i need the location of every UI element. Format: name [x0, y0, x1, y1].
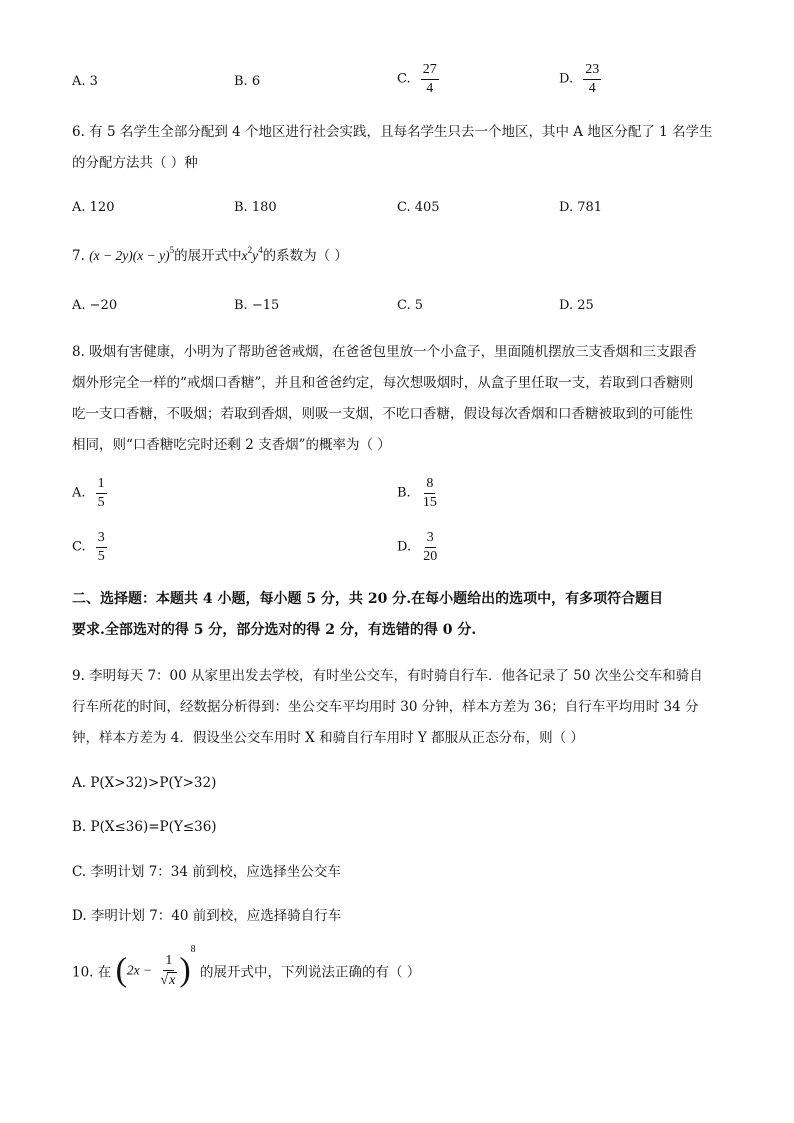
q7-stem: 7. $(x - 2y)(x - y)^5$的展开式中$x^2y^4$的系数为（ ） [72, 245, 348, 264]
q6-stem-line1: 6. 有 5 名学生全部分配到 4 个地区进行社会实践，且每名学生只去一个地区，其中 A 地区分配了 1 名学生 [72, 124, 713, 140]
q9-stem-line2: 行车所花的时间，经数据分析得到：坐公交车平均用时 30 分钟，样本方差为 36；自行车平均用时 34 分 [72, 699, 699, 715]
q9-stem-line1: 9. 李明每天 7：00 从家里出发去学校，有时坐公交车，有时骑自行车．他各记录了 50 次坐公交车和骑自 [72, 668, 703, 684]
fraction: $\frac{27}{4}$ [422, 62, 437, 96]
q7-option-a: A. −20 [72, 298, 118, 313]
q9-option-a: A. P(X>32)>P(Y>32) [72, 775, 217, 791]
q8-stem-line3: 吃一支口香糖，不吸烟；若取到香烟，则吸一支烟，不吃口香糖，假设每次香烟和口香糖被取到的可能性 [72, 406, 693, 422]
q7-option-c: C. 5 [397, 298, 424, 313]
q6-option-b: B. 180 [234, 200, 277, 215]
q9-option-b: B. P(X≤36)=P(Y≤36) [72, 819, 217, 835]
q5-option-b: B. 6 [234, 74, 261, 89]
q5-option-d: D. $\frac{23}{4}$ [559, 62, 600, 96]
fraction: $\frac{3}{5}$ [97, 530, 105, 564]
fraction: $\frac{1}{√x}$ [160, 952, 176, 988]
q8-option-a: A. $\frac{1}{5}$ [72, 476, 105, 510]
q7-option-d: D. 25 [559, 298, 594, 313]
fraction: $\frac{1}{5}$ [97, 476, 105, 510]
q9-option-c: C. 李明计划 7：34 前到校，应选择坐公交车 [72, 864, 341, 880]
q9-option-d: D. 李明计划 7：40 前到校，应选择骑自行车 [72, 908, 342, 924]
q8-stem-line1: 8. 吸烟有害健康，小明为了帮助爸爸戒烟，在爸爸包里放一个小盒子，里面随机摆放三支香烟和三支跟香 [72, 344, 697, 360]
section-heading-line2: 要求.全部选对的得 5 分，部分选对的得 2 分，有选错的得 0 分. [72, 622, 477, 638]
q8-stem-line2: 烟外形完全一样的“戒烟口香糖”，并且和爸爸约定，每次想吸烟时，从盒子里任取一支，若取到口香糖则 [72, 375, 694, 391]
q5-option-c: C. $\frac{27}{4}$ [397, 62, 437, 96]
q8-option-b: B. $\frac{8}{15}$ [397, 476, 437, 510]
q8-stem-line4: 相同，则“口香糖吃完时还剩 2 支香烟”的概率为（ ） [72, 437, 391, 453]
q7-expression: (x − 2y)(x − y) [89, 248, 170, 263]
q6-stem-line2: 的分配方法共（ ）种 [72, 155, 198, 171]
q9-stem-line3: 钟，样本方差为 4．假设坐公交车用时 X 和骑自行车用时 Y 都服从正态分布，则（ ） [72, 730, 584, 746]
q8-option-d: D. $\frac{3}{20}$ [397, 530, 438, 564]
fraction: $\frac{8}{15}$ [422, 476, 437, 510]
section-heading-line1: 二、选择题：本题共 4 小题，每小题 5 分，共 20 分.在每小题给出的选项中，有多项符合题目 [72, 591, 664, 607]
q10-stem: 10. 在 (2x − $\frac{1}{√x}$ )$^8$ 的展开式中，下列说法正确的有（ ） [72, 944, 421, 989]
q6-option-c: C. 405 [397, 200, 440, 215]
q5-option-a: A. 3 [72, 74, 98, 89]
q8-option-c: C. $\frac{3}{5}$ [72, 530, 105, 564]
q6-option-d: D. 781 [559, 200, 603, 215]
q7-option-b: B. −15 [234, 298, 280, 313]
fraction: $\frac{3}{20}$ [423, 530, 438, 564]
fraction: $\frac{23}{4}$ [585, 62, 600, 96]
q6-option-a: A. 120 [72, 200, 115, 215]
